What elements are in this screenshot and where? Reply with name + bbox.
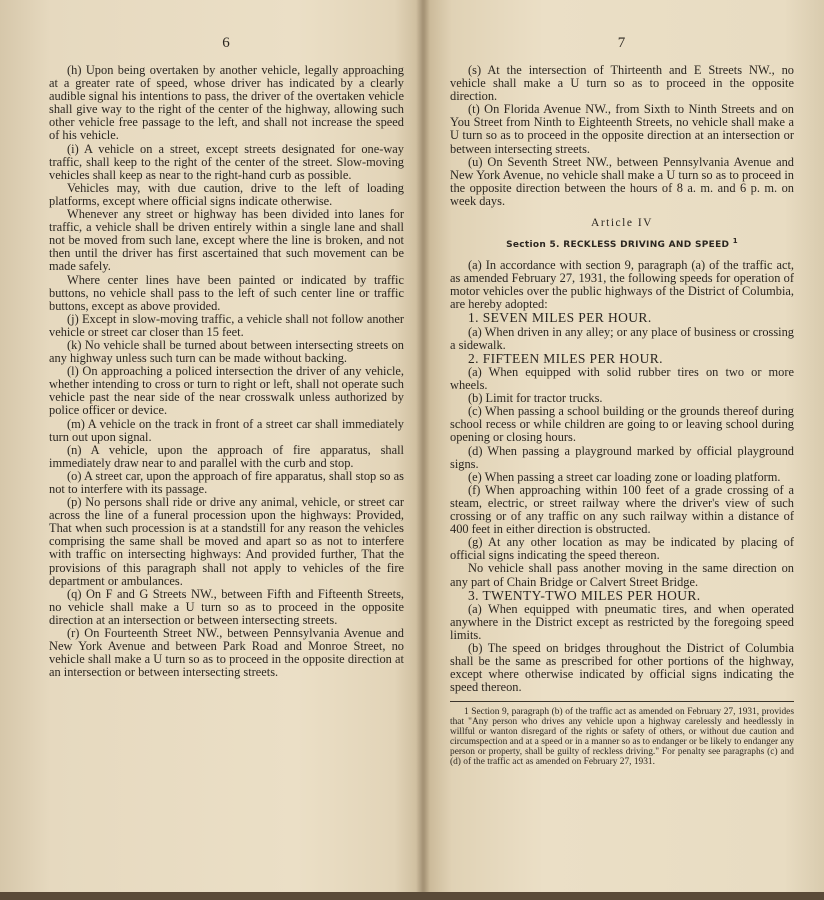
paragraph-m: (m) A vehicle on the track in front of a street car shall immediately turn out upon signal. bbox=[49, 416, 404, 444]
paragraph-j: (j) Except in slow-moving traffic, a vehicle shall not follow another vehicle or street car closer than 15 feet. bbox=[49, 311, 404, 339]
paragraph-q: (q) On F and G Streets NW., between Fifth and Fifteenth Streets, no vehicle shall make a U turn so as to proceed in the opposite direction at an intersection or between intersecting streets. bbox=[49, 586, 404, 627]
paragraph-intro: (a) In accordance with section 9, paragraph (a) of the traffic act, as amended February 27, 1931, the following speeds for operation of motor vehicles over the public highways of the District of Columbia, are hereby adopted: bbox=[450, 258, 794, 312]
paragraph-s: (s) At the intersection of Thirteenth and E Streets NW., no vehicle shall make a U turn so as to proceed in the opposite direction. bbox=[450, 63, 794, 104]
paragraph-lanes: Whenever any street or highway has been divided into lanes for traffic, a vehicle shall be driven entirely within a single lane and shall not be moved from such lane, except where the line is broken, and not then until the driver has first ascertained that such movement can be made safely. bbox=[49, 207, 404, 274]
footnote-divider bbox=[450, 701, 794, 702]
page-number-left: 6 bbox=[222, 35, 231, 51]
section-heading bbox=[450, 237, 794, 250]
speed15-e: (e) When passing a street car loading zone or loading platform. bbox=[468, 469, 781, 484]
speed15-bridges: No vehicle shall pass another moving in the same direction on any part of Chain Bridge or Calvert Street Bridge. bbox=[450, 561, 794, 589]
speed15-b: (b) Limit for tractor trucks. bbox=[468, 391, 603, 406]
speed15-f: (f) When approaching within 100 feet of a grade crossing of a steam, electric, or street railway where the driver's view of such crossing or of any traffic on any such railway within a distance of 400 feet in either direction is obstructed. bbox=[450, 482, 794, 537]
speed22-b: (b) The speed on bridges throughout the District of Columbia shall be the same as prescribed for other portions of the highway, except where otherwise indicated by official signs indicating the speed thereon. bbox=[450, 641, 794, 695]
article-heading: Article IV bbox=[591, 217, 653, 230]
paragraph-h: (h) Upon being overtaken by another vehicle, legally approaching at a greater rate of speed, whose driver has indicated by a clearly audible signal his intentions to pass, the driver of the overtaken vehicle shall give way to the right of the center of the highway, allowing such other vehicle free passage to the left, and shall not increase the speed of his vehicle. bbox=[49, 63, 404, 143]
paragraph-k: (k) No vehicle shall be turned about between intersecting streets on any highway unless such turn can be made without backing. bbox=[49, 337, 404, 366]
bottom-edge bbox=[0, 892, 824, 900]
speed22-a: (a) When equipped with pneumatic tires, and when operated anywhere in the District except as restricted by the foregoing speed limits. bbox=[450, 601, 794, 642]
speed15-d: (d) When passing a playground marked by official playground signs. bbox=[450, 443, 794, 471]
paragraph-o: (o) A street car, upon the approach of fire apparatus, shall stop so as not to interfere with its passage. bbox=[49, 468, 404, 496]
speed15-a: (a) When equipped with solid rubber tires on two or more wheels. bbox=[450, 365, 794, 393]
right-page bbox=[424, 0, 824, 900]
speed15-g: (g) At any other location as may be indicated by placing of official signs indicating the speed thereon. bbox=[450, 535, 794, 563]
speed15-c: (c) When passing a school building or the grounds thereof during school recess or while children are going to or leaving school during opening or closing hours. bbox=[450, 404, 794, 445]
paragraph-i: (i) A vehicle on a street, except streets designated for one-way traffic, shall keep to the right of the center of the street. Slow-moving vehicles shall keep as near to the right-hand curb as possible. bbox=[49, 141, 404, 182]
speed-heading-7: 1. SEVEN MILES PER HOUR. bbox=[468, 310, 652, 326]
speed-heading-15: 2. FIFTEEN MILES PER HOUR. bbox=[468, 350, 663, 366]
page-number-right: 7 bbox=[617, 35, 627, 51]
speed7-a: (a) When driven in any alley; or any place of business or crossing a sidewalk. bbox=[450, 324, 794, 352]
footnote-mark: 1 bbox=[732, 237, 738, 246]
speed-heading-22: 3. TWENTY-TWO MILES PER HOUR. bbox=[468, 587, 701, 603]
paragraph-center-lines: Where center lines have been painted or indicated by traffic buttons, no vehicle shall pass to the left of such center line or traffic buttons, except as above provided. bbox=[49, 272, 404, 313]
paragraph-l: (l) On approaching a policed intersection the driver of any vehicle, whether intending to cross or turn to right or left, shall not operate such vehicle past the near side of the near crosswalk unless authorized by police officer or device. bbox=[49, 364, 404, 418]
paragraph-t: (t) On Florida Avenue NW., from Sixth to Ninth Streets and on You Street from Ninth to Eighteenth Streets, no vehicle shall make a U turn so as to proceed in the opposite direction at an intersection or between intersecting streets. bbox=[450, 102, 794, 156]
paragraph-loading-platforms: Vehicles may, with due caution, drive to the left of loading platforms, except where official signs indicate otherwise. bbox=[49, 180, 404, 208]
footnote: 1 Section 9, paragraph (b) of the traffic act as amended on February 27, 1931, provides that "Any person who drives any vehicle upon a highway carelessly and heedlessly in willful or wanton disregard of the rights or safety of others, or without due caution and circumspection and at a speed or in a manner so as to endanger or be likely to endanger any person or property, shall be guilty of reckless driving." For penalty see paragraphs (c) and (d) of the traffic act as amended on February 27, 1931. bbox=[450, 707, 794, 768]
section-title: Section 5. RECKLESS DRIVING AND SPEED bbox=[506, 240, 730, 251]
paragraph-p: (p) No persons shall ride or drive any animal, vehicle, or street car across the line of a funeral procession upon the highways: Provided, That when such procession is at a standstill for any reason the vehicles comprising the same shall be moved and apart so as not to interfere with traffic on intersecting highways: And provided further, That the provisions of this paragraph shall not apply to vehicles of the fire department or ambulances. bbox=[49, 495, 404, 588]
paragraph-u: (u) On Seventh Street NW., between Pennsylvania Avenue and New York Avenue, no vehicle shall make a U turn so as to proceed in the opposite direction between the hours of 8 a. m. and 6 p. m. on week days. bbox=[450, 154, 794, 208]
paragraph-n: (n) A vehicle, upon the approach of fire apparatus, shall immediately draw near to and parallel with the curb and stop. bbox=[49, 442, 404, 470]
paragraph-r: (r) On Fourteenth Street NW., between Pennsylvania Avenue and New York Avenue and between Park Road and Monroe Street, no vehicle shall make a U turn so as to proceed in the opposite direction at an intersection or between intersecting streets. bbox=[49, 626, 404, 680]
